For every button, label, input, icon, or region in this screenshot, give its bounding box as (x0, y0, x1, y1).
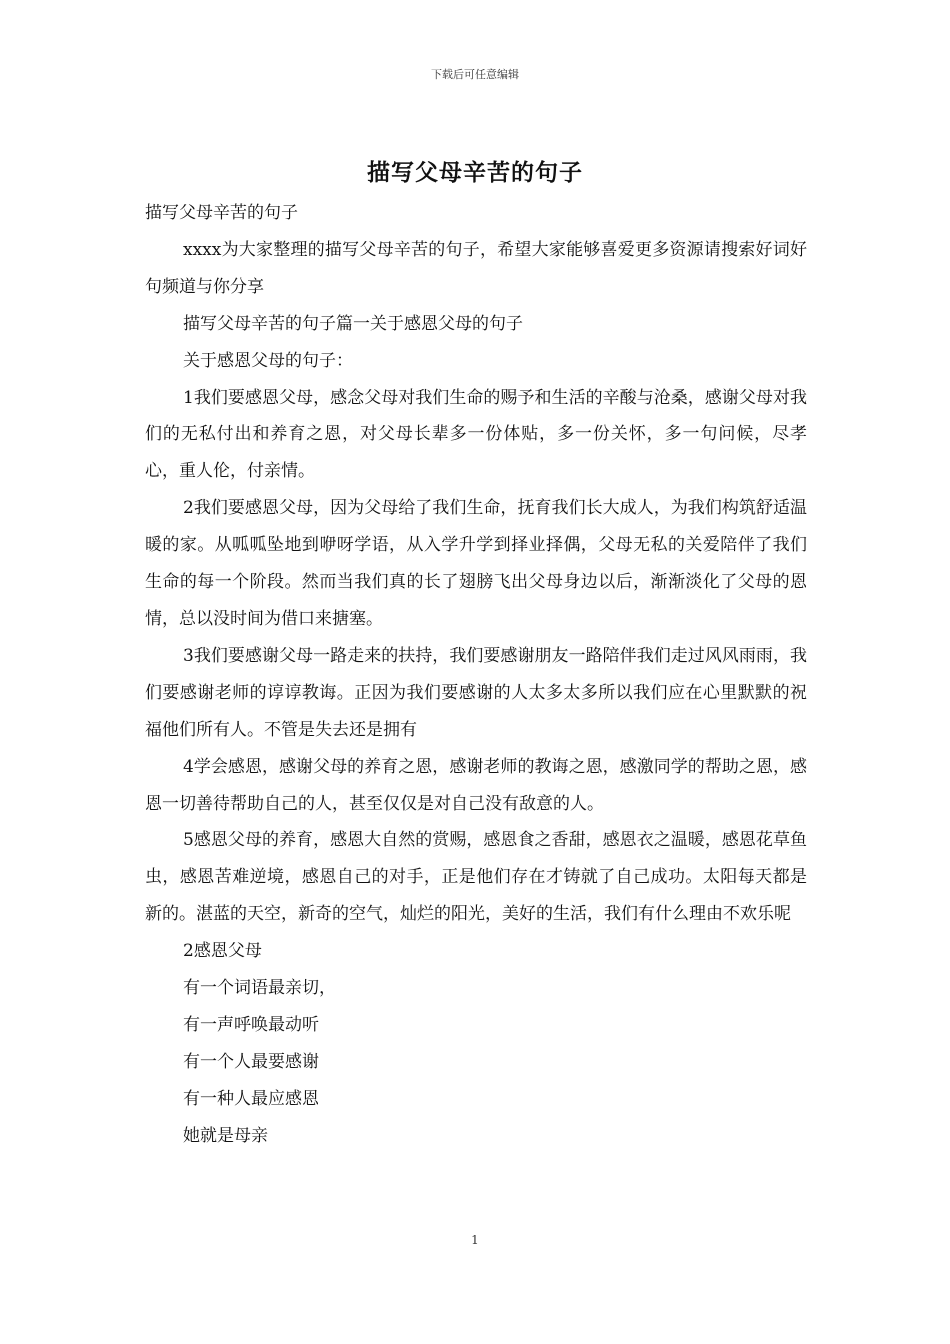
poem-line: 有一个人最要感谢 (183, 1051, 319, 1072)
poem-line: 有一个词语最亲切， (183, 978, 336, 999)
paragraph: 3我们要感谢父母一路走来的扶持，我们要感谢朋友一路陪伴我们走过风风雨雨，我们要感谢老师的谆谆教诲。正因为我们要感谢的人太多太多所以我们应在心里默默的祝福他们所有人。不管是失去还是拥有 (145, 645, 807, 740)
paragraph: 描写父母辛苦的句子 (145, 203, 298, 223)
poem-line: 有一种人最应感恩 (183, 1088, 319, 1109)
poem-line: 有一声呼唤最动听 (183, 1014, 319, 1035)
poem-line: 她就是母亲 (183, 1125, 268, 1146)
document-body (145, 195, 807, 1155)
paragraph: 2感恩父母 (183, 941, 262, 962)
document-title: 描写父母辛苦的句子 (367, 159, 583, 186)
page-number: 1 (471, 1233, 479, 1247)
paragraph: 4学会感恩，感谢父母的养育之恩，感谢老师的教诲之恩，感激同学的帮助之恩，感恩一切善待帮助自己的人，甚至仅仅是对自己没有敌意的人。 (145, 756, 807, 814)
paragraph: 5感恩父母的养育，感恩大自然的赏赐，感恩食之香甜，感恩衣之温暖，感恩花草鱼虫，感恩苦难逆境，感恩自己的对手，正是他们存在才铸就了自己成功。太阳每天都是新的。湛蓝的天空，新奇的空气，灿烂的阳光，美好的生活，我们有什么理由不欢乐呢 (145, 830, 807, 925)
paragraph: 描写父母辛苦的句子篇一关于感恩父母的句子 (183, 313, 523, 334)
paragraph: xxxx为大家整理的描写父母辛苦的句子，希望大家能够喜爱更多资源请搜索好词好句频道与你分享 (145, 239, 807, 297)
paragraph: 关于感恩父母的句子： (183, 350, 353, 371)
paragraph: 1我们要感恩父母，感念父母对我们生命的赐予和生活的辛酸与沧桑，感谢父母对我们的无私付出和养育之恩，对父母长辈多一份体贴，多一份关怀，多一句问候，尽孝心，重人伦，付亲情。 (145, 387, 807, 482)
paragraph: 2我们要感恩父母，因为父母给了我们生命，抚育我们长大成人，为我们构筑舒适温暖的家。从呱呱坠地到咿呀学语，从入学升学到择业择偶，父母无私的关爱陪伴了我们生命的每一个阶段。然而当我们真的长了翅膀飞出父母身边以后，渐渐淡化了父母的恩情，总以没时间为借口来搪塞。 (145, 498, 807, 629)
header-note: 下载后可任意编辑 (431, 68, 519, 81)
